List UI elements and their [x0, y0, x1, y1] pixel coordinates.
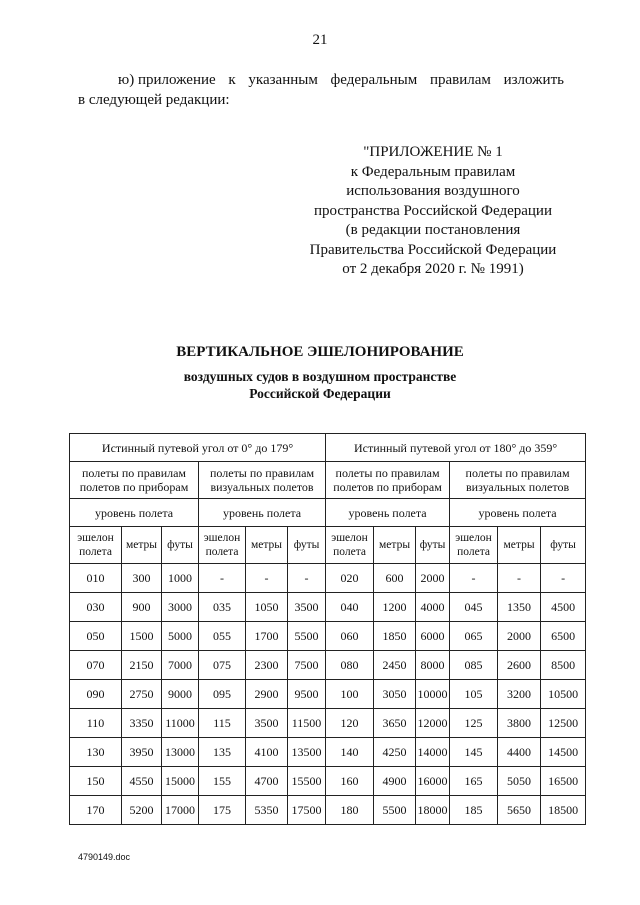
table-cell: 2450	[374, 651, 416, 680]
table-cell: 160	[326, 767, 374, 796]
table-cell: 120	[326, 709, 374, 738]
table-row	[70, 564, 586, 593]
subtitle-line: воздушных судов в воздушном пространстве	[183, 369, 457, 384]
appendix-line: "ПРИЛОЖЕНИЕ № 1	[363, 144, 503, 160]
table-cell: 075	[199, 651, 246, 680]
rules-header: полеты по правилам визуальных полетов	[199, 462, 326, 499]
table-cell: 170	[70, 796, 122, 825]
table-cell: 5500	[374, 796, 416, 825]
table-cell: 3950	[122, 738, 162, 767]
table-cell: 100	[326, 680, 374, 709]
table-cell: 9500	[288, 680, 326, 709]
rules-header: полеты по правилам полетов по приборам	[70, 462, 199, 499]
table-cell: 18000	[416, 796, 450, 825]
table-cell: 12000	[416, 709, 450, 738]
intro-line-1	[78, 70, 564, 90]
table-cell: 5000	[162, 622, 199, 651]
table-cell: -	[541, 564, 586, 593]
table-cell: 4250	[374, 738, 416, 767]
appendix-line: от 2 декабря 2020 г. № 1991)	[342, 261, 524, 277]
table-cell: 4500	[541, 593, 586, 622]
table-cell: -	[246, 564, 288, 593]
col-header-feet: футы	[288, 527, 326, 564]
document-title: ВЕРТИКАЛЬНОЕ ЭШЕЛОНИРОВАНИЕ	[176, 344, 464, 360]
table-cell: 040	[326, 593, 374, 622]
intro-word: правилам	[429, 72, 491, 88]
table-cell: 17500	[288, 796, 326, 825]
table-cell: 125	[450, 709, 498, 738]
table-cell: 7000	[162, 651, 199, 680]
table-cell: 15500	[288, 767, 326, 796]
table-cell: 045	[450, 593, 498, 622]
table-cell: 6500	[541, 622, 586, 651]
appendix-line: пространства Российской Федерации	[313, 202, 552, 219]
table-cell: 035	[199, 593, 246, 622]
table-cell: 3050	[374, 680, 416, 709]
table-cell: 16000	[416, 767, 450, 796]
table-cell: 10000	[416, 680, 450, 709]
table-cell: 600	[374, 564, 416, 593]
table-cell: 145	[450, 738, 498, 767]
table-cell: 2900	[246, 680, 288, 709]
table-cell: 185	[450, 796, 498, 825]
table-cell: 5050	[498, 767, 541, 796]
table-header-row	[70, 434, 586, 462]
table-header-row	[70, 527, 586, 564]
level-header: уровень полета	[450, 499, 586, 527]
table-cell: 1350	[498, 593, 541, 622]
table-cell: 2750	[122, 680, 162, 709]
table-cell: 3350	[122, 709, 162, 738]
table-cell: 3800	[498, 709, 541, 738]
table-cell: 8500	[541, 651, 586, 680]
col-header-echelon: эшелон полета	[199, 527, 246, 564]
table-cell: 14000	[416, 738, 450, 767]
table-cell: 5350	[246, 796, 288, 825]
table-cell: 8000	[416, 651, 450, 680]
table-cell: 4000	[416, 593, 450, 622]
subtitle-line: Российской Федерации	[249, 386, 391, 401]
appendix-line: использования воздушного	[346, 183, 520, 199]
table-cell: -	[288, 564, 326, 593]
table-cell: 4700	[246, 767, 288, 796]
table-cell: 13500	[288, 738, 326, 767]
table-cell: 3000	[162, 593, 199, 622]
table-cell: -	[498, 564, 541, 593]
table-body	[70, 564, 586, 825]
col-header-feet: футы	[541, 527, 586, 564]
table-cell: 070	[70, 651, 122, 680]
rules-header: полеты по правилам визуальных полетов	[450, 462, 586, 499]
table-cell: 10500	[541, 680, 586, 709]
col-header-echelon: эшелон полета	[326, 527, 374, 564]
table-cell: 5650	[498, 796, 541, 825]
table-cell: 010	[70, 564, 122, 593]
table-cell: 135	[199, 738, 246, 767]
table-cell: 13000	[162, 738, 199, 767]
table-cell: 175	[199, 796, 246, 825]
table-cell: 11000	[162, 709, 199, 738]
col-header-meters: метры	[246, 527, 288, 564]
table-cell: 055	[199, 622, 246, 651]
table-cell: 2150	[122, 651, 162, 680]
table-cell: 4900	[374, 767, 416, 796]
col-header-feet: футы	[416, 527, 450, 564]
appendix-header	[300, 143, 566, 280]
intro-line-2: в следующей редакции:	[78, 92, 230, 108]
table-cell: 090	[70, 680, 122, 709]
intro-word: изложить	[503, 72, 564, 88]
table-cell: 165	[450, 767, 498, 796]
table-cell: 2600	[498, 651, 541, 680]
echelon-table	[69, 433, 586, 825]
intro-paragraph	[78, 70, 564, 110]
table-cell: 2300	[246, 651, 288, 680]
table-row	[70, 796, 586, 825]
table-cell: 1000	[162, 564, 199, 593]
table-cell: 140	[326, 738, 374, 767]
table-row	[70, 738, 586, 767]
table-cell: 095	[199, 680, 246, 709]
intro-word: ю) приложение	[118, 72, 216, 88]
table-cell: 1850	[374, 622, 416, 651]
table-row	[70, 622, 586, 651]
table-cell: 1700	[246, 622, 288, 651]
col-header-meters: метры	[122, 527, 162, 564]
table-cell: 3650	[374, 709, 416, 738]
table-cell: 18500	[541, 796, 586, 825]
table-cell: 1500	[122, 622, 162, 651]
table-cell: 12500	[541, 709, 586, 738]
appendix-line: Правительства Российской Федерации	[309, 241, 557, 258]
table-cell: 4400	[498, 738, 541, 767]
table-cell: 6000	[416, 622, 450, 651]
table-cell: 130	[70, 738, 122, 767]
col-header-echelon: эшелон полета	[450, 527, 498, 564]
table-cell: 9000	[162, 680, 199, 709]
table-cell: 2000	[498, 622, 541, 651]
table-cell: -	[199, 564, 246, 593]
table-cell: 155	[199, 767, 246, 796]
level-header: уровень полета	[70, 499, 199, 527]
table-cell: 060	[326, 622, 374, 651]
group-header: Истинный путевой угол от 180° до 359°	[326, 434, 586, 462]
col-header-feet: футы	[162, 527, 199, 564]
table-cell: 4100	[246, 738, 288, 767]
table-cell: 085	[450, 651, 498, 680]
table-cell: 4550	[122, 767, 162, 796]
intro-word: федеральным	[330, 72, 418, 88]
table-row	[70, 709, 586, 738]
document-subtitle	[0, 368, 640, 402]
table-cell: 110	[70, 709, 122, 738]
table-cell: 5500	[288, 622, 326, 651]
table-row	[70, 767, 586, 796]
table-cell: 1050	[246, 593, 288, 622]
table-cell: 2000	[416, 564, 450, 593]
table-cell: 900	[122, 593, 162, 622]
level-header: уровень полета	[199, 499, 326, 527]
col-header-echelon: эшелон полета	[70, 527, 122, 564]
table-cell: 14500	[541, 738, 586, 767]
table-cell: 7500	[288, 651, 326, 680]
rules-header: полеты по правилам полетов по приборам	[326, 462, 450, 499]
group-header: Истинный путевой угол от 0° до 179°	[70, 434, 326, 462]
table-cell: 5200	[122, 796, 162, 825]
table-cell: 17000	[162, 796, 199, 825]
table-cell: 080	[326, 651, 374, 680]
appendix-line: (в редакции постановления	[345, 222, 521, 238]
table-cell: 105	[450, 680, 498, 709]
table-cell: 300	[122, 564, 162, 593]
col-header-meters: метры	[374, 527, 416, 564]
table-cell: 020	[326, 564, 374, 593]
table-cell: 16500	[541, 767, 586, 796]
table-cell: 065	[450, 622, 498, 651]
table-cell: 180	[326, 796, 374, 825]
file-name-footer: 4790149.doc	[78, 852, 131, 862]
table-cell: 3200	[498, 680, 541, 709]
table-row	[70, 680, 586, 709]
table-cell: 150	[70, 767, 122, 796]
appendix-line: к Федеральным правилам	[350, 163, 516, 180]
col-header-meters: метры	[498, 527, 541, 564]
table-cell: 11500	[288, 709, 326, 738]
table-cell: -	[450, 564, 498, 593]
table-cell: 050	[70, 622, 122, 651]
table-cell: 030	[70, 593, 122, 622]
table-header-row	[70, 462, 586, 499]
table-cell: 1200	[374, 593, 416, 622]
table-cell: 3500	[246, 709, 288, 738]
intro-word: указанным	[248, 72, 318, 88]
level-header: уровень полета	[326, 499, 450, 527]
table-row	[70, 593, 586, 622]
table-header-row	[70, 499, 586, 527]
intro-word: к	[228, 72, 236, 88]
table-cell: 15000	[162, 767, 199, 796]
page-number: 21	[312, 32, 328, 48]
table-row	[70, 651, 586, 680]
table-cell: 115	[199, 709, 246, 738]
table-cell: 3500	[288, 593, 326, 622]
